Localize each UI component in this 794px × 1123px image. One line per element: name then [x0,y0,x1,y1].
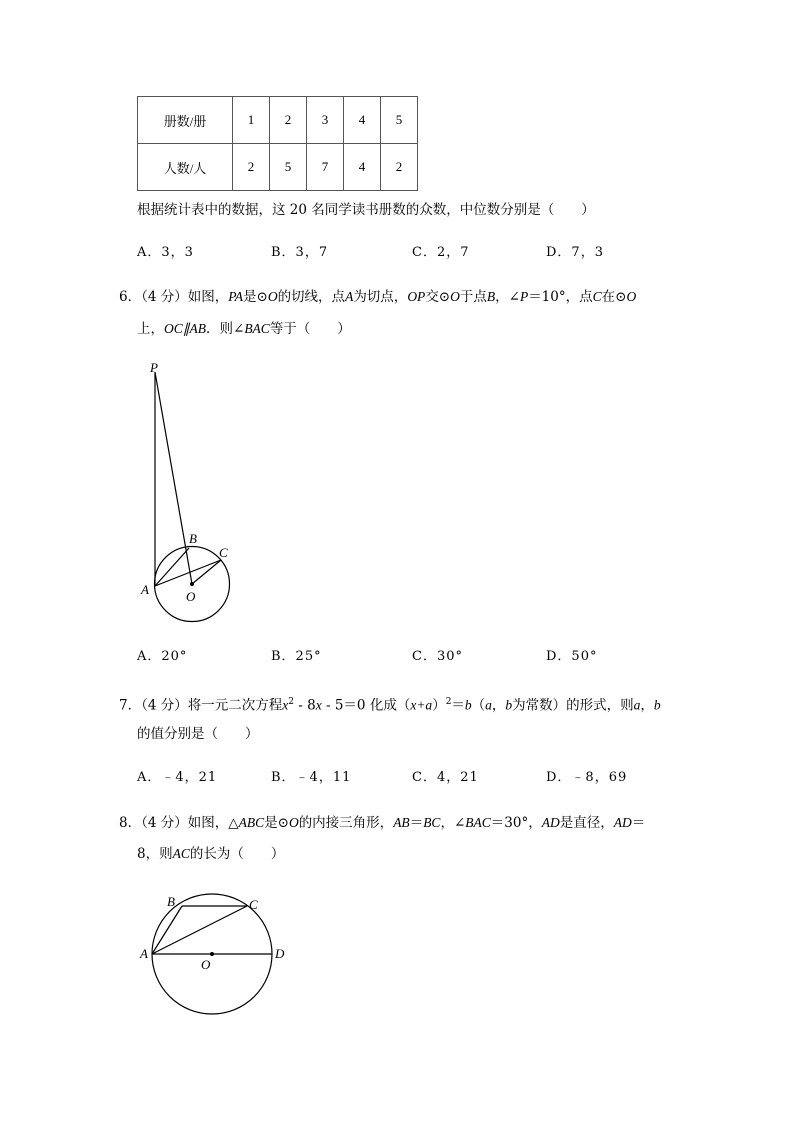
q7-line1 [119,692,661,716]
q6-figure [130,355,250,625]
table-cell: 5 [270,144,307,191]
q8-var: AB [393,815,410,830]
q6-text: ＝10°，点 [528,289,593,305]
q6-var: B [486,289,496,304]
table-cell: 2 [233,144,270,191]
q6-text: 等于（ ） [269,321,351,337]
q8-text: 是⊙ [264,815,289,831]
q5-option-c: C．2，7 [412,245,470,260]
q6-var: O [450,289,460,304]
q5-stem: 根据统计表中的数据，这 20 名同学读书册数的众数，中位数分别是（ ） [137,202,595,218]
table-row [138,144,418,191]
q7-option-b: B．﹣4，11 [271,770,352,785]
q7-var: b [653,697,661,713]
q6-text: 于点 [459,289,487,305]
q8-text: 8，则 [137,846,173,862]
q6-segment-po [155,372,192,584]
q6-score: （4 分） [141,289,188,305]
table-cell: 4 [344,144,381,191]
table-row [138,97,418,144]
q6-center-dot [190,582,194,586]
q6-var: P [519,289,529,304]
table-cell: 7 [307,144,344,191]
q8-var: AD [541,815,560,830]
q6-var: A [345,289,354,304]
q6-var: O [626,289,637,304]
q7-text: （ [471,697,486,714]
table-cell: 2 [381,144,418,191]
q7-text: ） [432,697,446,714]
q8-var: AD [613,815,632,830]
q8-text: 是直径， [559,815,614,831]
q8-text: ＝30°， [490,815,542,831]
q8-label-d: D [275,946,285,961]
q8-label-c: C [249,897,258,912]
q8-text: ＝ [631,815,646,831]
table-cell: 1 [233,97,270,144]
q5-option-a: A．3，3 [137,245,194,260]
q6-var: OC∥AB [164,321,206,336]
q7-var: b [464,697,472,713]
q6-label-b: B [189,531,197,546]
q8-var: AC [172,846,190,861]
q6-label-a: A [141,582,149,597]
q7-number: 7． [119,697,142,714]
q5-option-b: B．3，7 [271,245,329,260]
q7-text: 将一元二次方程 [187,697,283,714]
q8-var: BAC [465,815,491,830]
q7-var: a [485,697,492,713]
q7-option-a: A．﹣4，21 [137,770,218,785]
q8-var: O [288,815,299,830]
table-cell: 4 [344,97,381,144]
q8-text: 的长为（ ） [189,846,285,862]
q8-label-a: A [140,946,148,961]
q6-text: 交⊙ [425,289,451,305]
q6-text: ．则∠ [206,321,245,337]
q6-option-c: C．30° [412,649,463,664]
q6-text: 为切点， [353,289,408,305]
q6-number: 6． [119,289,142,305]
q7-var: a [633,697,641,713]
q5-option-d: D．7，3 [546,245,604,260]
q6-text: ，∠ [495,289,520,305]
table-cell: 3 [307,97,344,144]
q6-line2 [137,319,351,339]
q8-figure [135,885,295,1020]
q7-text: 为常数）的形式，则 [512,697,634,714]
q6-label-p: P [150,360,158,375]
q6-option-b: B．25° [271,649,322,664]
q7-score: （4 分） [141,697,188,714]
q7-var: x+a [410,697,433,713]
table-cell: 2 [270,97,307,144]
q7-exponent: 2 [445,697,452,707]
q7-text: ， [640,697,654,714]
q7-exponent: 2 [288,697,294,707]
q6-text: 如图， [187,289,229,305]
q8-text: 如图，△ [187,815,239,831]
q6-var: OP [407,289,426,304]
table-cell: 5 [381,97,418,144]
q6-text: 的切线，点 [277,289,346,305]
q7-var: x [315,697,322,713]
q7-var: x [282,697,289,713]
q8-center-dot [210,952,214,956]
q6-text: 在⊙ [601,289,627,305]
q7-text: - 5＝0 化成（ [321,697,411,714]
q6-segment-ab [155,548,189,586]
q8-line2 [137,844,284,864]
q6-label-o: O [186,589,196,604]
q8-label-o: O [201,957,211,972]
q6-var: O [267,289,278,304]
q8-number: 8． [119,815,142,831]
q7-option-d: D．﹣8，69 [546,770,628,785]
table-cell: 册数/册 [138,97,233,144]
q8-var: ABC [238,815,265,830]
q6-var: BAC [244,321,270,336]
q6-segment-oc [192,560,221,584]
q8-score: （4 分） [141,815,188,831]
q8-line1 [119,813,645,833]
q8-var: BC [423,815,441,830]
q7-text: ＝ [451,697,465,714]
table-cell: 人数/人 [138,144,233,191]
q6-option-d: D．50° [546,649,598,664]
q7-line2: 的值分别是（ ） [137,726,259,742]
q7-option-c: C．4，21 [412,770,479,785]
q6-line1 [119,287,636,307]
stat-table [137,96,418,191]
q8-text: 的内接三角形， [298,815,394,831]
q8-text: ＝ [409,815,424,831]
q8-segment-ac [152,906,247,954]
q6-option-a: A．20° [137,649,188,664]
q6-var: PA [228,289,243,304]
q7-text: - 8 [293,697,316,714]
q8-label-b: B [167,894,175,909]
q6-label-c: C [219,545,228,560]
q7-var: b [505,697,513,713]
q7-text: ， [491,697,506,714]
q6-var: C [592,289,602,304]
q6-text: 是⊙ [243,289,268,305]
q6-text: 上， [137,321,164,337]
q8-text: ，∠ [440,815,466,831]
